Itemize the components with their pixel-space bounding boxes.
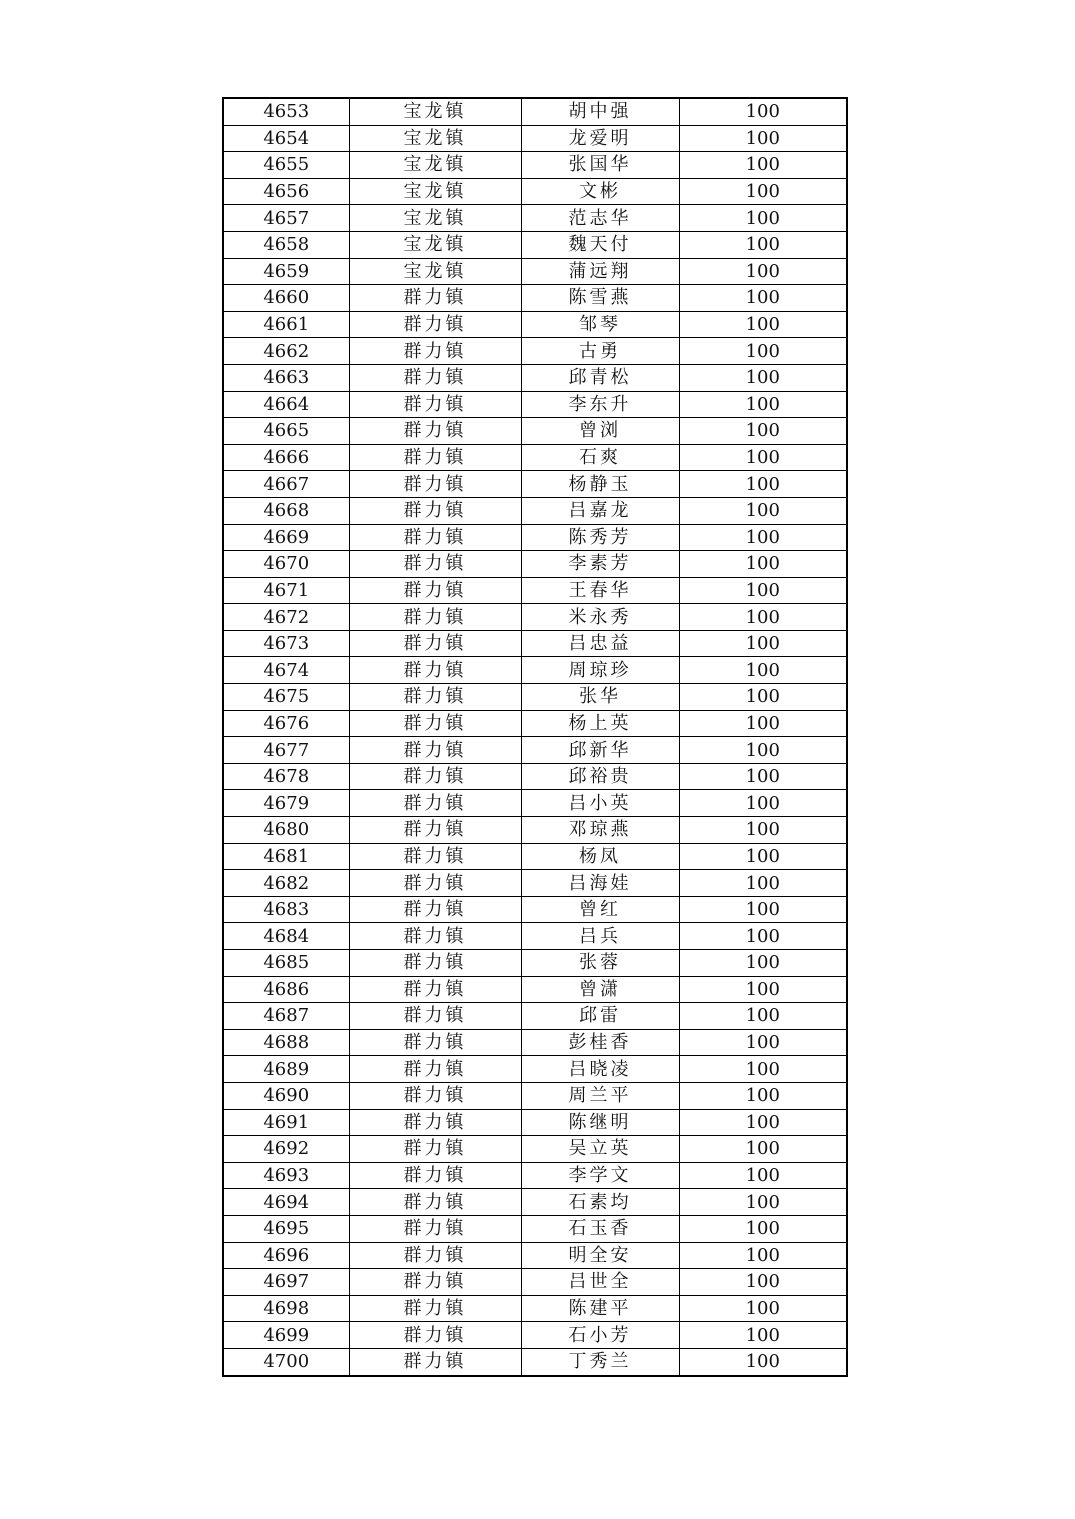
serial-number-cell: 4677 <box>223 737 349 764</box>
name-cell: 杨凤 <box>521 843 679 870</box>
table-row <box>223 817 847 844</box>
town-cell: 宝龙镇 <box>349 125 521 152</box>
name-cell: 吕小英 <box>521 790 679 817</box>
table-row <box>223 338 847 365</box>
amount-cell: 100 <box>679 391 847 418</box>
name-cell: 王春华 <box>521 577 679 604</box>
amount-cell: 100 <box>679 630 847 657</box>
serial-number-cell: 4661 <box>223 311 349 338</box>
name-cell: 张国华 <box>521 152 679 179</box>
name-cell: 张蓉 <box>521 950 679 977</box>
town-cell: 群力镇 <box>349 285 521 312</box>
amount-cell: 100 <box>679 444 847 471</box>
town-cell: 群力镇 <box>349 1242 521 1269</box>
serial-number-cell: 4694 <box>223 1189 349 1216</box>
amount-cell: 100 <box>679 870 847 897</box>
amount-cell: 100 <box>679 976 847 1003</box>
serial-number-cell: 4691 <box>223 1109 349 1136</box>
amount-cell: 100 <box>679 258 847 285</box>
name-cell: 周琼珍 <box>521 657 679 684</box>
amount-cell: 100 <box>679 205 847 232</box>
name-cell: 李东升 <box>521 391 679 418</box>
town-cell: 群力镇 <box>349 524 521 551</box>
serial-number-cell: 4681 <box>223 843 349 870</box>
table-row <box>223 497 847 524</box>
name-cell: 明全安 <box>521 1242 679 1269</box>
town-cell: 群力镇 <box>349 604 521 631</box>
table-row <box>223 896 847 923</box>
name-cell: 彭桂香 <box>521 1029 679 1056</box>
town-cell: 群力镇 <box>349 497 521 524</box>
table-row <box>223 311 847 338</box>
table-row <box>223 1189 847 1216</box>
table-row <box>223 231 847 258</box>
serial-number-cell: 4660 <box>223 285 349 312</box>
amount-cell: 100 <box>679 152 847 179</box>
amount-cell: 100 <box>679 1029 847 1056</box>
amount-cell: 100 <box>679 1162 847 1189</box>
table-row <box>223 1109 847 1136</box>
name-cell: 邱雷 <box>521 1003 679 1030</box>
name-cell: 石素均 <box>521 1189 679 1216</box>
table-row <box>223 604 847 631</box>
name-cell: 杨上英 <box>521 710 679 737</box>
table-row <box>223 976 847 1003</box>
name-cell: 吕兵 <box>521 923 679 950</box>
serial-number-cell: 4656 <box>223 178 349 205</box>
name-cell: 陈雪燕 <box>521 285 679 312</box>
amount-cell: 100 <box>679 737 847 764</box>
town-cell: 群力镇 <box>349 763 521 790</box>
amount-cell: 100 <box>679 1348 847 1375</box>
name-cell: 丁秀兰 <box>521 1348 679 1375</box>
town-cell: 群力镇 <box>349 311 521 338</box>
amount-cell: 100 <box>679 418 847 445</box>
table-row <box>223 790 847 817</box>
serial-number-cell: 4668 <box>223 497 349 524</box>
serial-number-cell: 4666 <box>223 444 349 471</box>
amount-cell: 100 <box>679 285 847 312</box>
amount-cell: 100 <box>679 1242 847 1269</box>
table-row <box>223 950 847 977</box>
table-row <box>223 1242 847 1269</box>
town-cell: 群力镇 <box>349 551 521 578</box>
town-cell: 群力镇 <box>349 657 521 684</box>
serial-number-cell: 4663 <box>223 364 349 391</box>
name-cell: 李素芳 <box>521 551 679 578</box>
table-row <box>223 843 847 870</box>
table-row <box>223 1082 847 1109</box>
serial-number-cell: 4659 <box>223 258 349 285</box>
town-cell: 群力镇 <box>349 364 521 391</box>
table-row <box>223 1322 847 1349</box>
town-cell: 群力镇 <box>349 843 521 870</box>
serial-number-cell: 4665 <box>223 418 349 445</box>
table-row <box>223 471 847 498</box>
table-row <box>223 418 847 445</box>
town-cell: 宝龙镇 <box>349 231 521 258</box>
name-cell: 龙爱明 <box>521 125 679 152</box>
name-cell: 蒲远翔 <box>521 258 679 285</box>
table-row <box>223 630 847 657</box>
town-cell: 群力镇 <box>349 471 521 498</box>
table-body <box>223 98 847 1376</box>
serial-number-cell: 4692 <box>223 1136 349 1163</box>
data-table <box>222 97 848 1377</box>
serial-number-cell: 4698 <box>223 1295 349 1322</box>
amount-cell: 100 <box>679 1269 847 1296</box>
serial-number-cell: 4654 <box>223 125 349 152</box>
serial-number-cell: 4667 <box>223 471 349 498</box>
amount-cell: 100 <box>679 471 847 498</box>
table-row <box>223 258 847 285</box>
table-row <box>223 1136 847 1163</box>
serial-number-cell: 4679 <box>223 790 349 817</box>
town-cell: 群力镇 <box>349 710 521 737</box>
serial-number-cell: 4695 <box>223 1215 349 1242</box>
amount-cell: 100 <box>679 1082 847 1109</box>
town-cell: 群力镇 <box>349 1269 521 1296</box>
town-cell: 群力镇 <box>349 976 521 1003</box>
serial-number-cell: 4678 <box>223 763 349 790</box>
amount-cell: 100 <box>679 551 847 578</box>
serial-number-cell: 4658 <box>223 231 349 258</box>
amount-cell: 100 <box>679 364 847 391</box>
town-cell: 群力镇 <box>349 1109 521 1136</box>
table-row <box>223 1295 847 1322</box>
table-row <box>223 657 847 684</box>
table-row <box>223 391 847 418</box>
table-row <box>223 524 847 551</box>
town-cell: 群力镇 <box>349 1003 521 1030</box>
town-cell: 群力镇 <box>349 950 521 977</box>
name-cell: 邱裕贵 <box>521 763 679 790</box>
amount-cell: 100 <box>679 1215 847 1242</box>
serial-number-cell: 4669 <box>223 524 349 551</box>
serial-number-cell: 4662 <box>223 338 349 365</box>
amount-cell: 100 <box>679 125 847 152</box>
name-cell: 李学文 <box>521 1162 679 1189</box>
amount-cell: 100 <box>679 497 847 524</box>
town-cell: 群力镇 <box>349 684 521 711</box>
amount-cell: 100 <box>679 311 847 338</box>
table-row <box>223 1269 847 1296</box>
serial-number-cell: 4682 <box>223 870 349 897</box>
serial-number-cell: 4653 <box>223 98 349 125</box>
name-cell: 文彬 <box>521 178 679 205</box>
town-cell: 群力镇 <box>349 418 521 445</box>
table-row <box>223 551 847 578</box>
serial-number-cell: 4690 <box>223 1082 349 1109</box>
table-row <box>223 870 847 897</box>
serial-number-cell: 4700 <box>223 1348 349 1375</box>
serial-number-cell: 4655 <box>223 152 349 179</box>
name-cell: 陈秀芳 <box>521 524 679 551</box>
serial-number-cell: 4687 <box>223 1003 349 1030</box>
table-row <box>223 1215 847 1242</box>
name-cell: 古勇 <box>521 338 679 365</box>
amount-cell: 100 <box>679 1322 847 1349</box>
town-cell: 群力镇 <box>349 1295 521 1322</box>
name-cell: 范志华 <box>521 205 679 232</box>
town-cell: 群力镇 <box>349 338 521 365</box>
table-row <box>223 684 847 711</box>
serial-number-cell: 4670 <box>223 551 349 578</box>
amount-cell: 100 <box>679 843 847 870</box>
town-cell: 群力镇 <box>349 1215 521 1242</box>
table-row <box>223 1003 847 1030</box>
name-cell: 吕海娃 <box>521 870 679 897</box>
amount-cell: 100 <box>679 1056 847 1083</box>
table-row <box>223 125 847 152</box>
town-cell: 群力镇 <box>349 1029 521 1056</box>
serial-number-cell: 4671 <box>223 577 349 604</box>
amount-cell: 100 <box>679 178 847 205</box>
table-row <box>223 364 847 391</box>
town-cell: 群力镇 <box>349 577 521 604</box>
name-cell: 魏天付 <box>521 231 679 258</box>
amount-cell: 100 <box>679 657 847 684</box>
serial-number-cell: 4657 <box>223 205 349 232</box>
amount-cell: 100 <box>679 1109 847 1136</box>
serial-number-cell: 4688 <box>223 1029 349 1056</box>
table-row <box>223 1056 847 1083</box>
amount-cell: 100 <box>679 604 847 631</box>
serial-number-cell: 4680 <box>223 817 349 844</box>
name-cell: 陈继明 <box>521 1109 679 1136</box>
town-cell: 宝龙镇 <box>349 98 521 125</box>
table-row <box>223 923 847 950</box>
serial-number-cell: 4672 <box>223 604 349 631</box>
name-cell: 曾浏 <box>521 418 679 445</box>
town-cell: 宝龙镇 <box>349 205 521 232</box>
amount-cell: 100 <box>679 923 847 950</box>
name-cell: 石小芳 <box>521 1322 679 1349</box>
name-cell: 陈建平 <box>521 1295 679 1322</box>
table-row <box>223 763 847 790</box>
amount-cell: 100 <box>679 577 847 604</box>
town-cell: 群力镇 <box>349 790 521 817</box>
amount-cell: 100 <box>679 817 847 844</box>
amount-cell: 100 <box>679 790 847 817</box>
serial-number-cell: 4674 <box>223 657 349 684</box>
name-cell: 邓琼燕 <box>521 817 679 844</box>
serial-number-cell: 4673 <box>223 630 349 657</box>
name-cell: 吕忠益 <box>521 630 679 657</box>
town-cell: 群力镇 <box>349 1162 521 1189</box>
name-cell: 曾潇 <box>521 976 679 1003</box>
name-cell: 邱新华 <box>521 737 679 764</box>
town-cell: 群力镇 <box>349 896 521 923</box>
name-cell: 吕世全 <box>521 1269 679 1296</box>
table-row <box>223 178 847 205</box>
name-cell: 石玉香 <box>521 1215 679 1242</box>
amount-cell: 100 <box>679 231 847 258</box>
town-cell: 群力镇 <box>349 870 521 897</box>
table-row <box>223 737 847 764</box>
town-cell: 群力镇 <box>349 923 521 950</box>
serial-number-cell: 4696 <box>223 1242 349 1269</box>
town-cell: 群力镇 <box>349 1082 521 1109</box>
amount-cell: 100 <box>679 684 847 711</box>
table-row <box>223 1029 847 1056</box>
town-cell: 群力镇 <box>349 1348 521 1375</box>
table-row <box>223 98 847 125</box>
name-cell: 邹琴 <box>521 311 679 338</box>
table-row <box>223 152 847 179</box>
amount-cell: 100 <box>679 1003 847 1030</box>
amount-cell: 100 <box>679 950 847 977</box>
serial-number-cell: 4697 <box>223 1269 349 1296</box>
name-cell: 吕嘉龙 <box>521 497 679 524</box>
amount-cell: 100 <box>679 763 847 790</box>
serial-number-cell: 4684 <box>223 923 349 950</box>
amount-cell: 100 <box>679 1295 847 1322</box>
serial-number-cell: 4699 <box>223 1322 349 1349</box>
serial-number-cell: 4675 <box>223 684 349 711</box>
amount-cell: 100 <box>679 98 847 125</box>
town-cell: 群力镇 <box>349 391 521 418</box>
town-cell: 宝龙镇 <box>349 178 521 205</box>
town-cell: 宝龙镇 <box>349 152 521 179</box>
name-cell: 杨静玉 <box>521 471 679 498</box>
town-cell: 群力镇 <box>349 817 521 844</box>
amount-cell: 100 <box>679 338 847 365</box>
town-cell: 群力镇 <box>349 1056 521 1083</box>
town-cell: 群力镇 <box>349 444 521 471</box>
name-cell: 张华 <box>521 684 679 711</box>
serial-number-cell: 4685 <box>223 950 349 977</box>
table-row <box>223 577 847 604</box>
name-cell: 吴立英 <box>521 1136 679 1163</box>
town-cell: 群力镇 <box>349 630 521 657</box>
amount-cell: 100 <box>679 1189 847 1216</box>
town-cell: 群力镇 <box>349 1189 521 1216</box>
amount-cell: 100 <box>679 1136 847 1163</box>
name-cell: 曾红 <box>521 896 679 923</box>
name-cell: 石爽 <box>521 444 679 471</box>
serial-number-cell: 4686 <box>223 976 349 1003</box>
serial-number-cell: 4689 <box>223 1056 349 1083</box>
serial-number-cell: 4676 <box>223 710 349 737</box>
town-cell: 群力镇 <box>349 737 521 764</box>
name-cell: 米永秀 <box>521 604 679 631</box>
serial-number-cell: 4664 <box>223 391 349 418</box>
serial-number-cell: 4693 <box>223 1162 349 1189</box>
amount-cell: 100 <box>679 710 847 737</box>
table-row <box>223 710 847 737</box>
name-cell: 邱青松 <box>521 364 679 391</box>
town-cell: 群力镇 <box>349 1136 521 1163</box>
name-cell: 吕晓凌 <box>521 1056 679 1083</box>
name-cell: 周兰平 <box>521 1082 679 1109</box>
table-row <box>223 1348 847 1375</box>
amount-cell: 100 <box>679 896 847 923</box>
table-row <box>223 205 847 232</box>
town-cell: 宝龙镇 <box>349 258 521 285</box>
serial-number-cell: 4683 <box>223 896 349 923</box>
table-row <box>223 285 847 312</box>
name-cell: 胡中强 <box>521 98 679 125</box>
amount-cell: 100 <box>679 524 847 551</box>
table-row <box>223 444 847 471</box>
town-cell: 群力镇 <box>349 1322 521 1349</box>
table-row <box>223 1162 847 1189</box>
